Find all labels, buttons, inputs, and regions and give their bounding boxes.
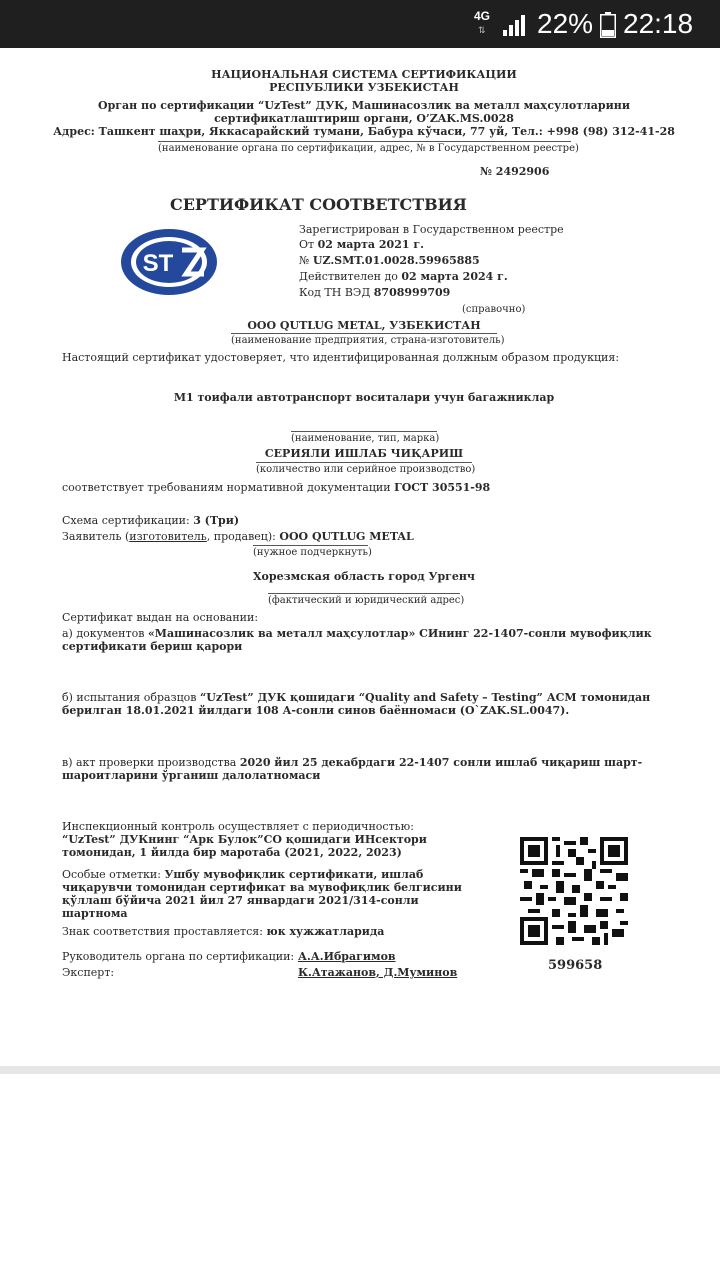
header-line-1: НАЦИОНАЛЬНАЯ СИСТЕМА СЕРТИФИКАЦИИ bbox=[211, 68, 517, 81]
qr-code bbox=[520, 837, 628, 945]
valid-label: Действителен до bbox=[299, 270, 398, 283]
conformity-row bbox=[62, 481, 490, 494]
certifies-statement: Настоящий сертификат удостоверяет, что идентифицированная должным образом продукция: bbox=[62, 351, 620, 364]
production-type: СЕРИЯЛИ ИШЛАБ ЧИҚАРИШ bbox=[264, 447, 464, 460]
conformity-label: соответствует требованиям нормативной документации bbox=[62, 481, 391, 494]
valid-value: 02 марта 2024 г. bbox=[401, 270, 508, 283]
blank-area bbox=[0, 1074, 720, 1280]
basis-c-prefix: в) акт проверки производства bbox=[62, 756, 237, 769]
reference-note: (справочно) bbox=[462, 304, 526, 315]
inspection-label: Инспекционный контроль осуществляет с периодичностью: bbox=[62, 820, 414, 833]
certificate-number: № 2492906 bbox=[480, 165, 550, 178]
tn-label: Код ТН ВЭД bbox=[299, 286, 371, 299]
stz-logo bbox=[120, 228, 218, 296]
tn-row bbox=[299, 286, 450, 299]
scheme-label: Схема сертификации: bbox=[62, 514, 190, 527]
applicant-row bbox=[62, 530, 414, 543]
manufacturer-name: ООО QUTLUG METAL, УЗБЕКИСТАН bbox=[247, 319, 481, 332]
logo-text: ST bbox=[142, 250, 174, 277]
battery-icon bbox=[600, 12, 616, 38]
expert-value: К.Атажанов, Д.Муминов bbox=[298, 966, 458, 979]
organ-address: Адрес: Ташкент шаҳри, Яккасарайский тумани, Бабура кўчаси, 77 уй, Тел.: +998 (98) 312-41-28 bbox=[53, 125, 675, 138]
certificate-document bbox=[0, 48, 720, 1066]
applicant-caption: (нужное подчеркнуть) bbox=[253, 547, 372, 558]
basis-c bbox=[62, 756, 670, 782]
address-caption: (фактический и юридический адрес) bbox=[268, 595, 465, 606]
network-type: 4G bbox=[474, 9, 491, 23]
conformity-standard: ГОСТ 30551-98 bbox=[394, 481, 491, 494]
organ-line-2: сертификатлаштириш органи, O’ZAK.MS.0028 bbox=[214, 112, 514, 125]
tn-value: 8708999709 bbox=[373, 286, 451, 299]
special-marks bbox=[62, 868, 482, 920]
manufacturer-caption: (наименование предприятия, страна-изготовитель) bbox=[231, 335, 505, 346]
organ-caption: (наименование органа по сертификации, адрес, № в Государственном реестре) bbox=[158, 143, 579, 154]
data-activity-icon: ⇅ bbox=[478, 25, 486, 35]
valid-row bbox=[299, 270, 508, 283]
qr-code-number: 599658 bbox=[548, 958, 603, 973]
mark-value: юк хужжатларида bbox=[266, 925, 385, 938]
reg-no-row bbox=[299, 254, 480, 267]
product-caption: (наименование, тип, марка) bbox=[291, 433, 440, 444]
clock: 22:18 bbox=[623, 8, 694, 39]
organ-line-1: Орган по сертификации “UzTest” ДУК, Машинасозлик ва металл маҳсулотларини bbox=[98, 99, 630, 112]
from-value: 02 марта 2021 г. bbox=[317, 238, 424, 251]
mark-row bbox=[62, 925, 384, 938]
product-name: М1 тоифали автотранспорт воситалари учун багажниклар bbox=[173, 391, 555, 404]
from-label: От bbox=[299, 238, 315, 251]
inspection-value: “UzTest” ДУКнинг “Арк Булок”СО қошидаги ИНсектори томонидан, 1 йилда бир маротаба (2021, 2022, 2023) bbox=[62, 833, 427, 859]
applicant-address: Хорезмская область город Ургенч bbox=[253, 570, 475, 583]
basis-label: Сертификат выдан на основании: bbox=[62, 611, 259, 624]
special-label: Особые отметки: bbox=[62, 868, 161, 881]
header-line-2: РЕСПУБЛИКИ УЗБЕКИСТАН bbox=[269, 81, 459, 94]
head-label: Руководитель органа по сертификации: bbox=[62, 950, 295, 963]
production-caption: (количество или серийное производство) bbox=[256, 464, 476, 475]
signal-strength-icon bbox=[503, 14, 529, 36]
head-value: А.А.Ибрагимов bbox=[298, 950, 396, 963]
registered-label: Зарегистрирован в Государственном реестре bbox=[299, 223, 564, 236]
basis-b-prefix: б) испытания образцов bbox=[62, 691, 197, 704]
mark-label: Знак соответствия проставляется: bbox=[62, 925, 263, 938]
basis-a-value: «Машинасозлик ва металл маҳсулотлар» СИнинг 22-1407-сонли мувофиқлик сертификати бериш қарори bbox=[62, 627, 652, 653]
applicant-label-manufacturer: изготовитель bbox=[129, 530, 207, 543]
basis-b bbox=[62, 691, 670, 717]
applicant-value: ООО QUTLUG METAL bbox=[279, 530, 414, 543]
page-separator bbox=[0, 1066, 720, 1074]
basis-b-value: “UzTest” ДУК қошидаги “Quality and Safety – Testing” АСМ томонидан берилган 18.01.2021 йилдаги 108 А-сонли синов баённомаси (O`ZAK.SL.0047). bbox=[62, 691, 651, 717]
reg-no-label: № bbox=[299, 254, 310, 267]
basis-a bbox=[62, 627, 670, 653]
applicant-label-start: Заявитель ( bbox=[62, 530, 130, 543]
scheme-row bbox=[62, 514, 239, 527]
scheme-value: 3 (Три) bbox=[193, 514, 240, 527]
special-value: Ушбу мувофиқлик сертификати, ишлаб чиқарувчи томонидан сертификат ва мувофиқлик белгисини қўллаш бўйича 2021 йил 27 январдаги 2021/314-сонли шартнома bbox=[62, 868, 462, 920]
reg-no-value: UZ.SMT.01.0028.59965885 bbox=[312, 254, 480, 267]
basis-c-value: 2020 йил 25 декабрдаги 22-1407 сонли ишлаб чиқариш шарт-шароитларини ўрганиш далолатномаси bbox=[62, 756, 643, 782]
expert-label: Эксперт: bbox=[62, 966, 115, 979]
status-bar bbox=[0, 0, 720, 48]
battery-percent: 22% bbox=[537, 8, 594, 39]
certificate-title: СЕРТИФИКАТ СООТВЕТСТВИЯ bbox=[170, 195, 467, 214]
basis-a-prefix: а) документов bbox=[62, 627, 145, 640]
applicant-label-end: , продавец): bbox=[206, 530, 276, 543]
from-row bbox=[299, 238, 424, 251]
